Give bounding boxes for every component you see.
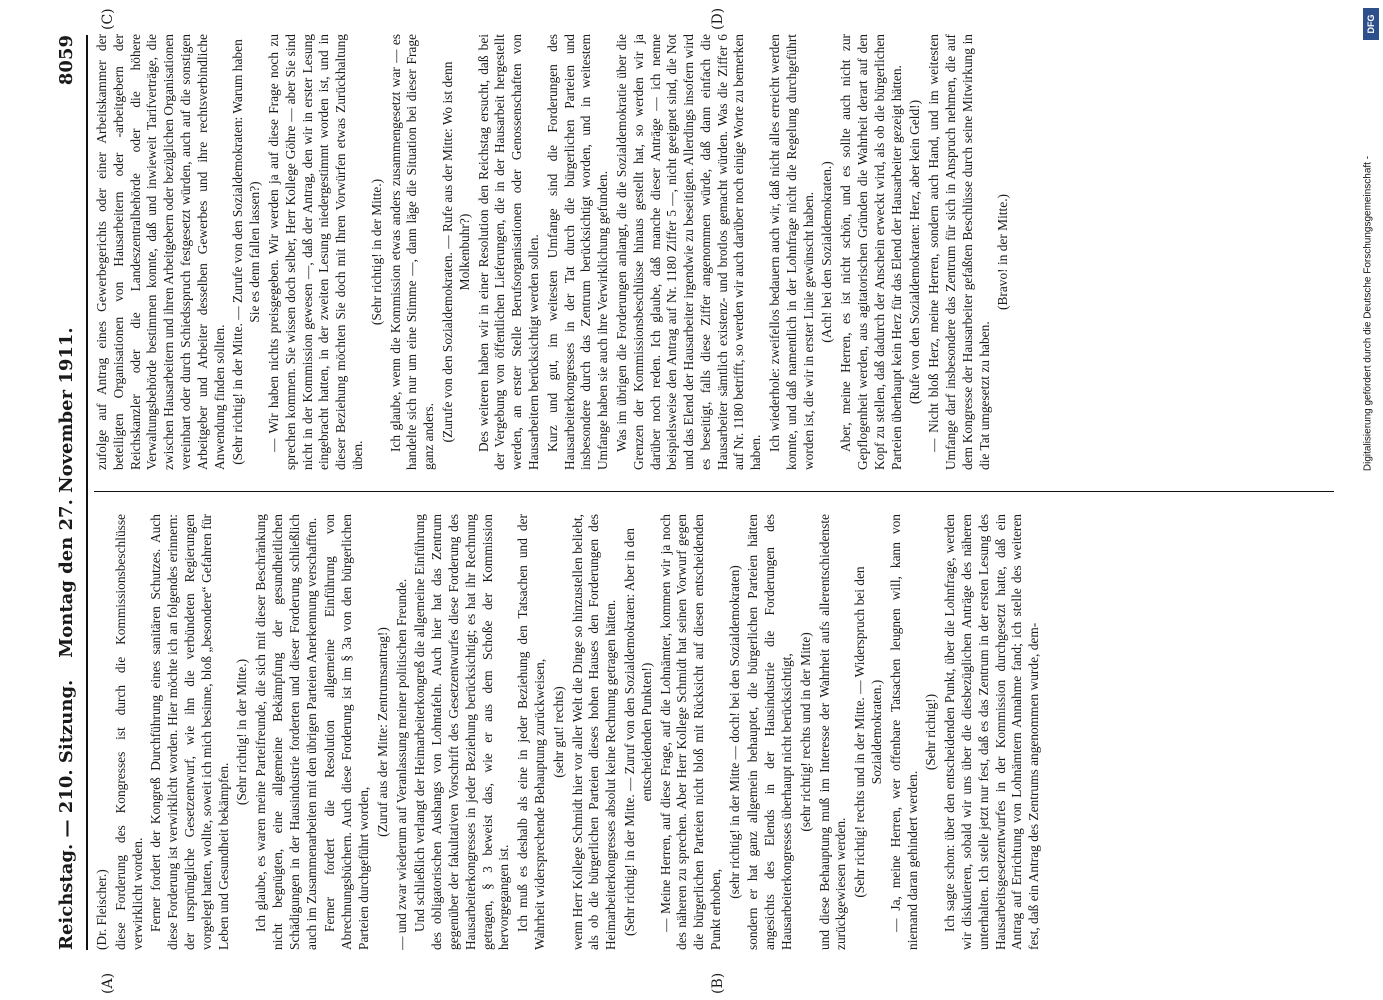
paragraph: diese Forderung des Kongresses ist durch die Kommissionsbeschlüsse verwirklicht worden.	[112, 514, 145, 950]
interjection: (Bravo! in der Mitte.)	[995, 193, 1011, 311]
interjection: (sehr richtig! in der Mitte — doch! bei den Sozialdemokraten)	[726, 565, 742, 899]
interjection: (sehr gut! rechts)	[550, 686, 566, 778]
paragraph: — Nicht bloß Herz, meine Herren, sondern auch Hand, und im weitesten Umfange darf insbesondere das Zentrum für sich in Anspruch nehmen, die auf dem Kongresse der Hausarbeiter gefaßten Beschlüsse durch seine Mitwirkung in die Tat umgesetzt zu haben.	[926, 34, 992, 470]
interjection: (Sehr richtig! in der Mitte.)	[368, 178, 384, 326]
paragraph: — und zwar wiederum auf Veranlassung meiner politischen Freunde.	[393, 578, 409, 950]
paragraph: Ich sagte schon: über den entscheidenden Punkt, über die Lohnfrage, werden wir diskutieren, sobald wir uns über die diesbezüglichen Anträge des näheren unterhalten. Ich stelle jetzt nur fest, daß es das Zentrum in der ersten Lesung des Hausarbeitsgesetzentwurfes in der Kommission durchgesetzt hatte, daß ein Antrag auf Errichtung von Lohnämtern Annahme fand; ich stelle des weiteren fest, daß ein Antrag des Zentrums angenommen wurde, dem-	[942, 514, 1042, 950]
paragraph: — Ja, meine Herren, wer offenbare Tatsachen leugnen will, kann von niemand daran gehindert werden.	[887, 514, 920, 950]
document-page	[50, 7, 1345, 994]
paragraph: Ich glaube, wenn die Kommission etwas anders zusammengesetzt war — es handelte sich nur um eine Stimme —, dann läge die Situation bei dieser Frage ganz anders.	[387, 34, 437, 470]
margin-marker-c: (C)	[100, 8, 116, 30]
interjection: (Sehr richtig! rechts und in der Mitte. — Widerspruch bei den Sozialdemokraten.)	[852, 566, 885, 898]
paragraph: Ich glaube, es waren meine Parteifreunde, die sich mit dieser Beschränkung nicht begnügten, eine allgemeine Bekämpfung der gesundheitlichen Schädigungen in der Hausindustrie forderten und dieser Forderung schließlich auch im Zusammenarbeiten mit den übrigen Parteien Anerkennung verschafften.	[253, 514, 319, 950]
interjection: (Zurufe von den Sozialdemokraten. — Rufe aus der Mitte: Wo ist denn Molkenbuhr?)	[439, 61, 472, 443]
paragraph: — Wir haben nichts preisgegeben. Wir werden ja auf diese Frage noch zu sprechen kommen. Sie wissen doch selber, Herr Kollege Göhre — aber Sie sind nicht in der Kommission gewesen —, daß der Antrag, den wir in erster Lesung eingebracht hatten, in der zweiten Lesung niedergestimmt worden ist, und in dieser Beziehung möchten Sie doch mit Ihren Vorwürfen etwas Zurückhaltung üben.	[265, 34, 365, 470]
interjection: (Sehr richtig! in der Mitte. — Zuruf von den Sozialdemokraten: Aber in den entscheidenden Punkten!)	[621, 528, 654, 936]
interjection: (sehr richtig! rechts und in der Mitte)	[797, 632, 813, 832]
paragraph: Ferner fordert die Resolution allgemeine Einführung von Abrechnungsbüchern. Auch diese Forderung ist im § 3a von den bürgerlichen Parteien durchgeführt worden,	[322, 514, 371, 950]
paragraph: (Dr. Fleischer.)	[94, 869, 109, 950]
header-date: Montag den 27. November 1911.	[56, 327, 77, 658]
column-divider	[94, 491, 1334, 492]
interjection: (Sehr richtig! in der Mitte.)	[234, 658, 250, 806]
paragraph: sondern er hat ganz allgemein behauptet, die bürgerlichen Parteien hätten angesichts des Elends in der Hausindustrie die Forderungen des Hausarbeiterkongresses überhaupt nicht berücksichtigt,	[745, 514, 795, 950]
paragraph: Ferner fordert der Kongreß Durchführung eines sanitären Schutzes. Auch diese Forderung ist verwirklicht worden. Hier möchte ich an folgendes erinnern: der ursprüngliche Gesetzentwurf, wie ihn die verbündeten Regierungen vorgelegt hatten, wollte, soweit ich mich besinne, bloß „besondere“ Gefahren für Leben und Gesundheit bekämpfen.	[148, 514, 231, 950]
paragraph: Und schließlich verlangt der Heimarbeiterkongreß die allgemeine Einführung des obligatorischen Aushangs von Lohntafeln. Auch hier hat das Zentrum gegenüber der fakultativen Vorschrift des Gesetzentwurfes diese Forderung des Hausarbeiterkongresses in jeder Beziehung berücksichtigt; es hat ihr Rechnung getragen, § 3 beweist das, wie er aus dem Schoße der Kommission hervorgegangen ist.	[412, 514, 512, 950]
interjection: (Rufe von den Sozialdemokraten: Herz, aber kein Geld!)	[907, 99, 923, 405]
paragraph: Des weiteren haben wir in einer Resolution den Reichstag ersucht, daß bei der Vergebung von öffentlichen Lieferungen, die in der Hausarbeit hergestellt werden, an erster Stelle Berufsorganisationen oder Genossenschaften von Hausarbeitern berücksichtigt werden sollen.	[475, 34, 541, 470]
paragraph: zufolge auf Antrag eines Gewerbegerichts oder einer Arbeitskammer der beteiligten Organisationen von Hausarbeitern oder -arbeitgebern der Reichskanzler oder die Landeszentralbehörde oder die höhere Verwaltungsbehörde bestimmen konnte, daß und inwieweit Tarifverträge, die zwischen Hausarbeitern und ihren Arbeitgebern oder bezüglichen Organisationen vereinbart oder durch Schiedsspruch festgesetzt würden, auch auf die sonstigen Arbeitgeber und Arbeiter desselben Gewerbes und ihre rechtsverbindliche Anwendung finden sollten.	[94, 34, 227, 470]
left-column	[94, 514, 1334, 950]
paragraph: und diese Behauptung muß im Interesse der Wahrheit aufs allerentschiedenste zurückgewiesen werden.	[816, 514, 849, 950]
paragraph: Ich muß es deshalb als eine in jeder Beziehung den Tatsachen und der Wahrheit widersprechende Behauptung zurückweisen,	[515, 514, 547, 950]
paragraph: Kurz und gut, im weitesten Umfange sind die Forderungen des Hausarbeiterkongresses in der Tat durch die bürgerlichen Parteien und insbesondere durch das Zentrum berücksichtigt worden, und in weitestem Umfange haben sie auch ihre Verwirklichung gefunden.	[544, 34, 611, 470]
paragraph: — Meine Herren, auf diese Frage, auf die Lohnämter, kommen wir ja noch des näheren zu sprechen. Aber Herr Kollege Schmidt hat seinen Vorwurf gegen die bürgerlichen Parteien nicht bloß mit Rücksicht auf diesen entscheidenden Punkt erhoben,	[657, 514, 723, 950]
paragraph: wenn Herr Kollege Schmidt hier vor aller Welt die Dinge so hinzustellen beliebt, als ob die bürgerlichen Parteien dieses hohen Hauses den Forderungen des Heimarbeiterkongresses absolut keine Rechnung getragen hätten.	[569, 514, 619, 950]
margin-marker-d: (D)	[710, 7, 726, 30]
paragraph: Aber, meine Herren, es ist nicht schön, und es sollte auch nicht zur Gepflogenheit werden, aus agitatorischen Gründen die Wahrheit derart auf den Kopf zu stellen, daß dadurch der Anschein erweckt wird, als ob die bürgerlichen Parteien überhaupt kein Herz für das Elend der Hausarbeiter gezeigt hätten.	[838, 34, 904, 470]
margin-marker-b: (B)	[710, 972, 726, 994]
digitization-note-text: Digitalisierung gefördert durch die Deutsche Forschungsgemeinschaft -	[1362, 155, 1374, 472]
margin-marker-a: (A)	[100, 972, 116, 994]
paragraph: Was im übrigen die Forderungen anlangt, die die Sozialdemokratie über die Grenzen der Kommissionsbeschlüsse hinaus gestellt hat, so werden wir ja darüber noch reden. Ich glaube, daß manche dieser Anträge — ich nenne beispielsweise den Antrag auf Nr. 1180 Ziffer 5 —, nicht geeignet sind, die Not und das Elend der Hausarbeiter irgendwie zu beseitigen. Allerdings insofern wird es beseitigt, falls diese Ziffer angenommen würde, daß dann einfach die Hausarbeiter sämtlich existenz- und brotlos gemacht würden. Was die Ziffer 6 auf Nr. 1180 betrifft, so werden wir auch darüber noch einige Worte zu bemerken haben.	[613, 34, 764, 470]
right-column	[94, 34, 1334, 470]
page-number: 8059	[56, 35, 77, 86]
page-header	[50, 35, 84, 950]
interjection: (Ach! bei den Sozialdemokraten.)	[819, 161, 835, 343]
dfg-logo-text: DFG	[1366, 14, 1376, 34]
interjection: (Sehr richtig! in der Mitte. — Zurufe von den Sozialdemokraten: Warum haben Sie es denn fallen lassen?)	[230, 39, 263, 465]
interjection: (Sehr richtig!)	[923, 693, 939, 771]
digitization-note	[1362, 8, 1374, 618]
interjection: (Zuruf aus der Mitte: Zentrumsantrag!)	[374, 627, 390, 837]
paragraph: Ich wiederhole: zweifellos bedauern auch wir, daß nicht alles erreicht werden konnte, und daß namentlich in der Lohnfrage nicht die Regelung durchgeführt worden ist, die wir in erster Linie gewünscht haben.	[767, 34, 816, 470]
header-left-title: Reichstag. — 210. Sitzung.	[56, 679, 77, 950]
header-rule	[86, 35, 88, 950]
